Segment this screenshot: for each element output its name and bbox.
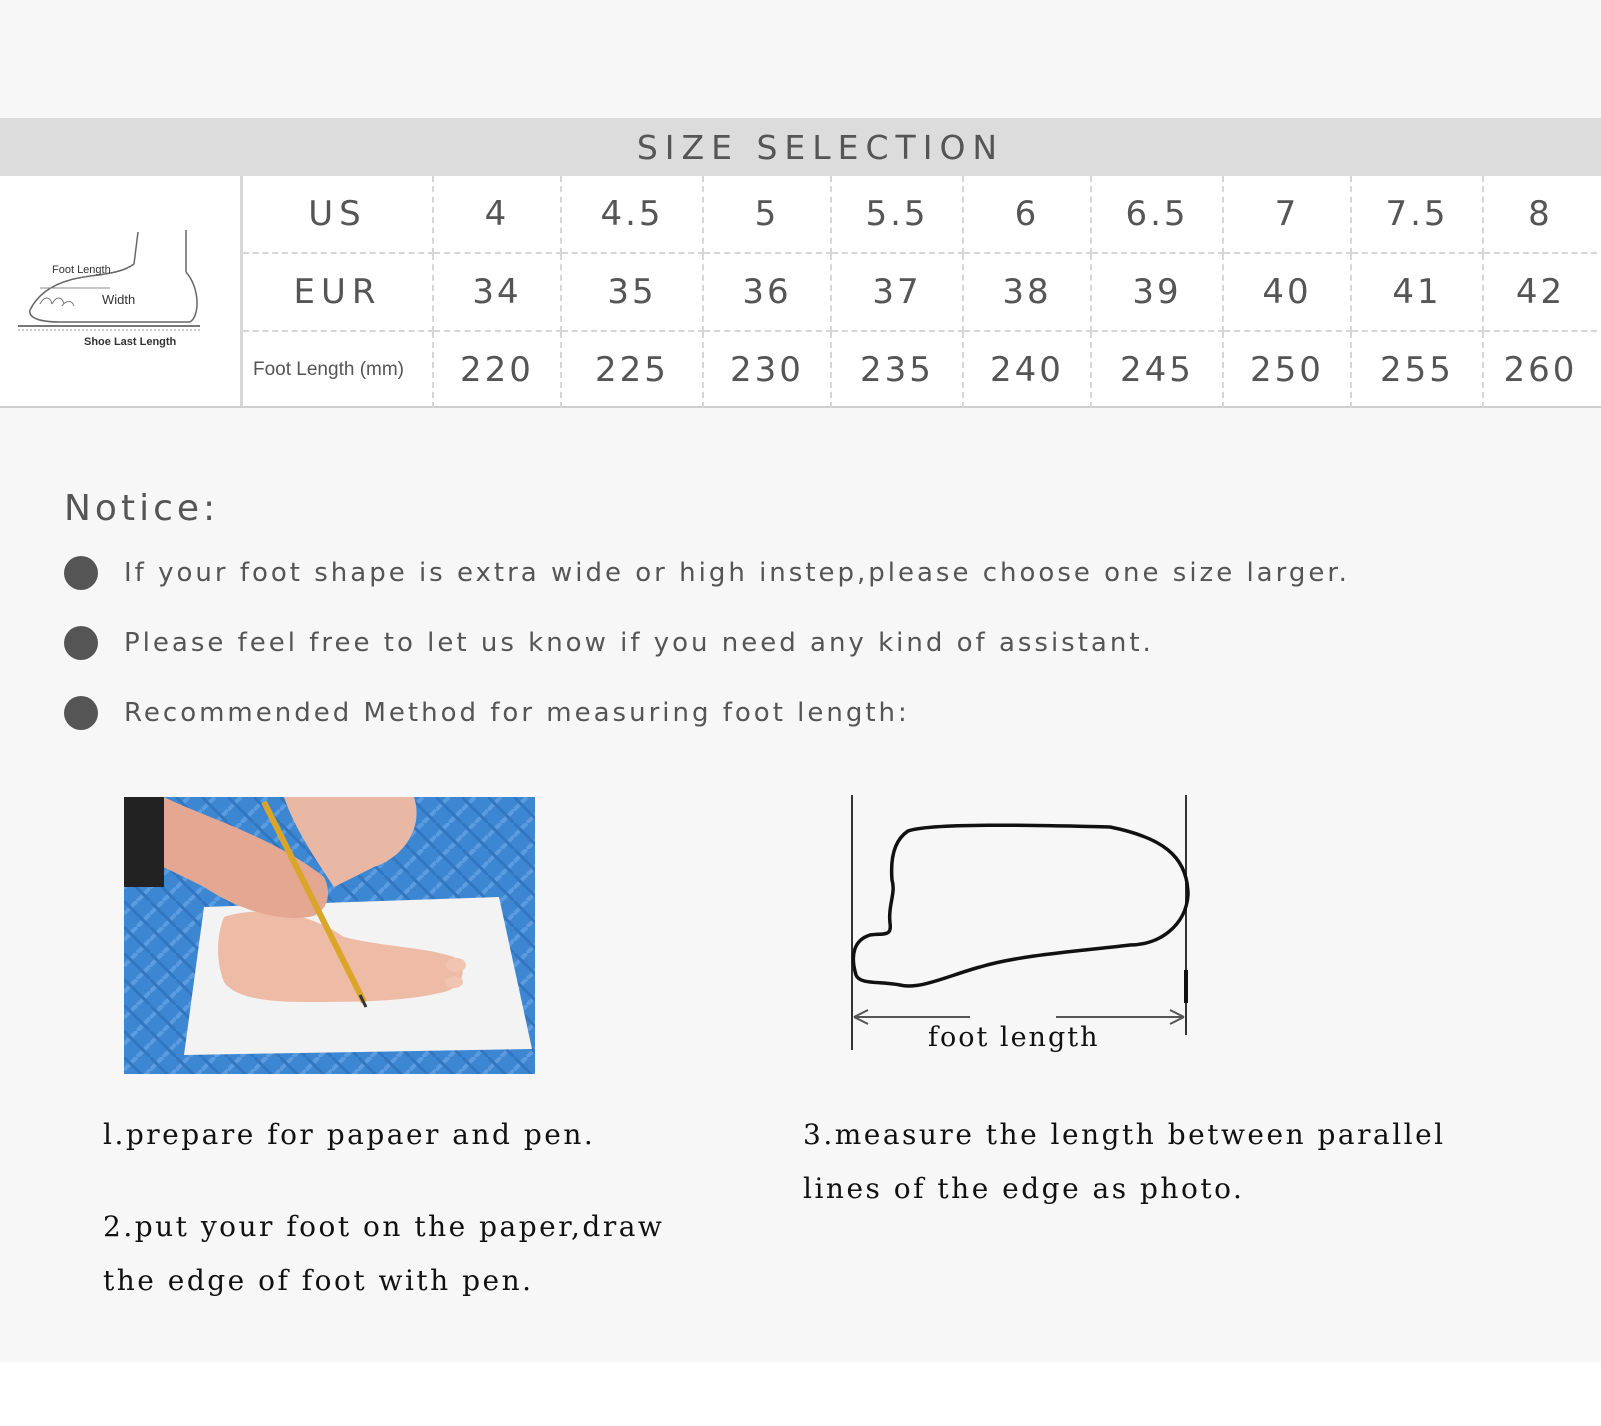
row-label-foot-length: Foot Length (mm) xyxy=(243,331,433,408)
bullet-dot-icon xyxy=(64,696,98,730)
page-title: SIZE SELECTION xyxy=(636,127,1005,167)
size-cell: 250 xyxy=(1223,331,1351,408)
size-cell: 5.5 xyxy=(831,176,963,253)
foot-outline-icon xyxy=(0,176,240,406)
size-cell: 40 xyxy=(1223,253,1351,331)
size-cell: 42 xyxy=(1483,253,1597,331)
step-3-text: 3.measure the length between parallel xyxy=(803,1118,1446,1151)
size-cell: 4 xyxy=(433,176,561,253)
notice-text: Recommended Method for measuring foot length: xyxy=(124,698,910,728)
size-cell: 230 xyxy=(703,331,831,408)
row-label-us: US xyxy=(243,176,433,253)
measuring-photo xyxy=(124,797,535,1074)
step-2-text-cont: the edge of foot with pen. xyxy=(103,1264,534,1297)
notice-text: Please feel free to let us know if you need any kind of assistant. xyxy=(124,628,1154,658)
size-cell: 6.5 xyxy=(1091,176,1223,253)
size-cell: 245 xyxy=(1091,331,1223,408)
size-cell: 255 xyxy=(1351,331,1483,408)
size-cell: 240 xyxy=(963,331,1091,408)
size-cell: 41 xyxy=(1351,253,1483,331)
bullet-dot-icon xyxy=(64,626,98,660)
size-cell: 7 xyxy=(1223,176,1351,253)
eur-row xyxy=(243,253,1597,331)
step-1-text: l.prepare for papaer and pen. xyxy=(103,1118,596,1151)
foot-outline-diagram xyxy=(840,795,1200,1055)
notice-item xyxy=(64,696,910,730)
size-cell: 39 xyxy=(1091,253,1223,331)
us-row xyxy=(243,176,1597,253)
step-2-text: 2.put your foot on the paper,draw xyxy=(103,1210,665,1243)
row-label-eur: EUR xyxy=(243,253,433,331)
size-cell: 35 xyxy=(561,253,703,331)
foot-length-annotation: Foot Length xyxy=(52,264,111,276)
shoe-last-annotation: Shoe Last Length xyxy=(84,336,177,348)
notice-text: If your foot shape is extra wide or high instep,please choose one size larger. xyxy=(124,558,1350,588)
width-annotation: Width xyxy=(102,292,136,307)
size-cell: 34 xyxy=(433,253,561,331)
size-cell: 8 xyxy=(1483,176,1597,253)
notice-item xyxy=(64,626,1154,660)
size-cell: 260 xyxy=(1503,350,1578,390)
size-cell: 5 xyxy=(703,176,831,253)
step-3-text-cont: lines of the edge as photo. xyxy=(803,1172,1245,1205)
size-cell: 4.5 xyxy=(561,176,703,253)
foot-illustration xyxy=(0,176,243,406)
size-cell: 37 xyxy=(831,253,963,331)
title-bar xyxy=(0,118,1601,176)
size-cell: 36 xyxy=(703,253,831,331)
bottom-strip xyxy=(0,1362,1601,1426)
foot-length-row xyxy=(243,331,1597,408)
size-cell: 225 xyxy=(561,331,703,408)
size-cell: 7.5 xyxy=(1351,176,1483,253)
size-table xyxy=(243,176,1597,408)
notice-item xyxy=(64,556,1350,590)
size-cell: 220 xyxy=(433,331,561,408)
bullet-dot-icon xyxy=(64,556,98,590)
size-chart xyxy=(0,176,1601,408)
foot-length-label: foot length xyxy=(928,1022,1100,1053)
size-cell: 38 xyxy=(963,253,1091,331)
size-cell: 235 xyxy=(831,331,963,408)
notice-heading: Notice: xyxy=(64,488,220,529)
size-cell: 6 xyxy=(963,176,1091,253)
